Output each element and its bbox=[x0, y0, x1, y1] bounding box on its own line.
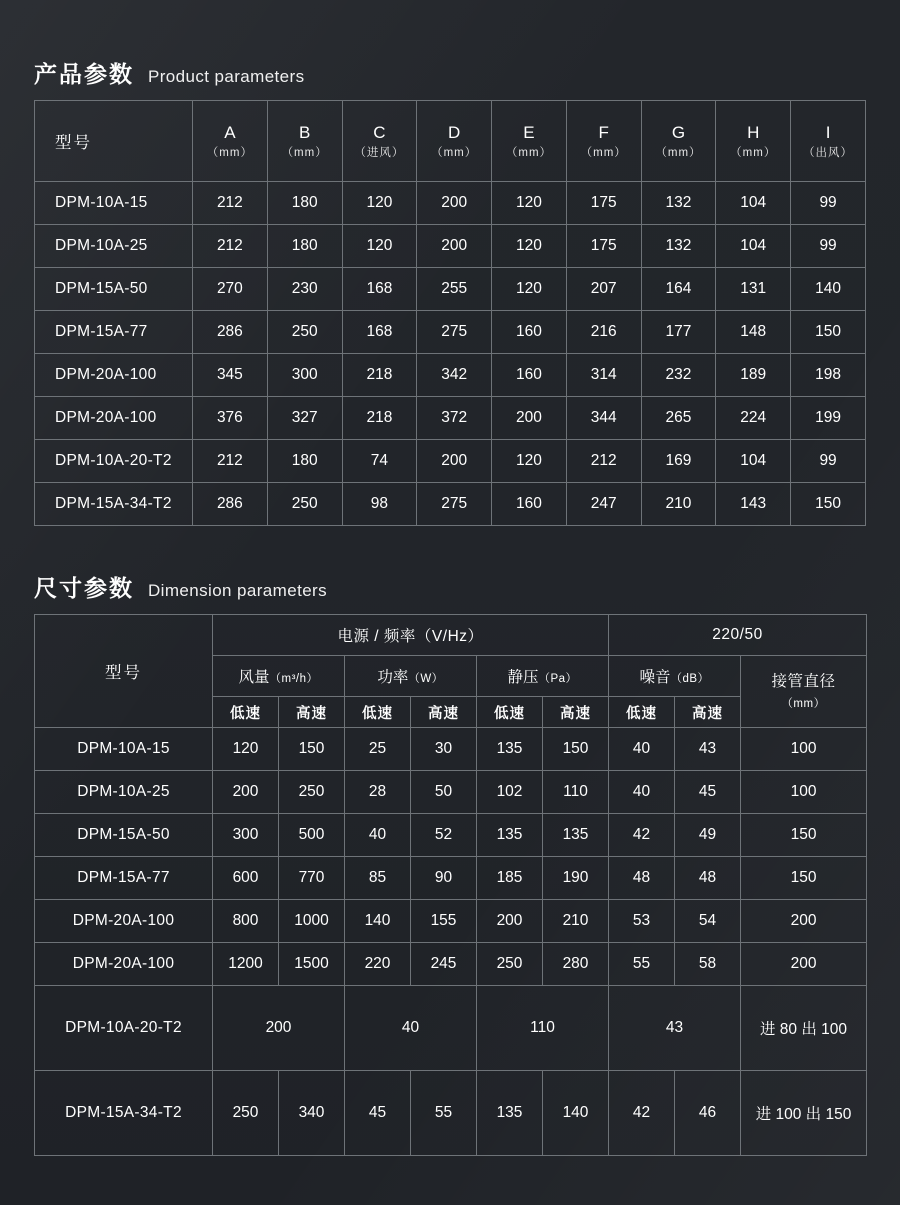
cell-power-low: 140 bbox=[345, 900, 411, 943]
header-unit-e: （mm） bbox=[505, 147, 553, 160]
product-parameters-heading-cn: 产品参数 bbox=[34, 61, 134, 87]
cell-model: DPM-20A-100 bbox=[35, 397, 193, 440]
cell-pressure-high: 210 bbox=[543, 900, 609, 943]
header-noise-low: 低速 bbox=[609, 697, 675, 728]
cell-c: 120 bbox=[342, 225, 417, 268]
cell-c: 218 bbox=[342, 354, 417, 397]
cell-d: 200 bbox=[417, 440, 492, 483]
cell-f: 175 bbox=[566, 182, 641, 225]
cell-c: 120 bbox=[342, 182, 417, 225]
header-unit-i: （出风） bbox=[803, 147, 854, 160]
header-cell-power-frequency: 电源 / 频率（V/Hz） bbox=[213, 615, 609, 656]
header-cell-static-pressure bbox=[477, 656, 609, 697]
header-letter-i: I bbox=[825, 122, 831, 142]
cell-power-low: 220 bbox=[345, 943, 411, 986]
header-unit-h: （mm） bbox=[730, 147, 777, 160]
cell-i: 99 bbox=[791, 440, 866, 483]
cell-a: 286 bbox=[193, 483, 268, 526]
cell-power-low: 40 bbox=[345, 814, 411, 857]
cell-f: 216 bbox=[566, 311, 641, 354]
header-cell-noise bbox=[609, 656, 741, 697]
cell-a: 212 bbox=[193, 440, 268, 483]
header-power-unit: （W） bbox=[408, 673, 444, 685]
cell-a: 345 bbox=[193, 354, 268, 397]
cell-i: 150 bbox=[791, 483, 866, 526]
cell-g: 132 bbox=[641, 225, 716, 268]
cell-airflow-high: 500 bbox=[279, 814, 345, 857]
cell-model: DPM-10A-15 bbox=[35, 728, 213, 771]
cell-model: DPM-10A-20-T2 bbox=[35, 440, 193, 483]
dimension-parameters-heading-en: Dimension parameters bbox=[148, 581, 328, 600]
cell-h: 143 bbox=[716, 483, 791, 526]
product-parameters-table bbox=[34, 100, 866, 526]
cell-airflow-high: 1000 bbox=[279, 900, 345, 943]
header-cell-c bbox=[342, 101, 417, 182]
cell-d: 275 bbox=[417, 483, 492, 526]
cell-noise-low: 48 bbox=[609, 857, 675, 900]
table-row bbox=[35, 943, 867, 986]
cell-noise-high: 54 bbox=[675, 900, 741, 943]
cell-c: 168 bbox=[342, 268, 417, 311]
cell-f: 344 bbox=[566, 397, 641, 440]
product-table-header bbox=[35, 101, 866, 182]
cell-h: 224 bbox=[716, 397, 791, 440]
table-row bbox=[35, 771, 867, 814]
cell-power-high: 155 bbox=[411, 900, 477, 943]
header-letter-c: C bbox=[373, 122, 386, 142]
header-letter-b: B bbox=[298, 122, 311, 142]
table-row bbox=[35, 900, 867, 943]
cell-airflow-high: 250 bbox=[279, 771, 345, 814]
cell-model: DPM-15A-77 bbox=[35, 857, 213, 900]
cell-b: 300 bbox=[267, 354, 342, 397]
header-pipe-label: 接管直径 bbox=[771, 672, 836, 690]
cell-model: DPM-20A-100 bbox=[35, 943, 213, 986]
table-row bbox=[35, 397, 866, 440]
cell-d: 275 bbox=[417, 311, 492, 354]
cell-model: DPM-10A-15 bbox=[35, 182, 193, 225]
cell-model: DPM-20A-100 bbox=[35, 900, 213, 943]
cell-model: DPM-15A-34-T2 bbox=[35, 483, 193, 526]
cell-e: 200 bbox=[492, 397, 567, 440]
cell-c: 168 bbox=[342, 311, 417, 354]
cell-model: DPM-15A-50 bbox=[35, 814, 213, 857]
cell-airflow-low: 200 bbox=[213, 771, 279, 814]
header-pressure-low: 低速 bbox=[477, 697, 543, 728]
cell-e: 120 bbox=[492, 225, 567, 268]
header-unit-a: （mm） bbox=[206, 147, 253, 160]
cell-model: DPM-15A-50 bbox=[35, 268, 193, 311]
header-unit-f: （mm） bbox=[580, 147, 627, 160]
cell-pipe: 150 bbox=[741, 814, 867, 857]
header-cell-model: 型号 bbox=[35, 615, 213, 728]
cell-airflow-low: 1200 bbox=[213, 943, 279, 986]
header-power-name: 功率 bbox=[377, 669, 409, 686]
table-header-row bbox=[35, 615, 867, 656]
cell-e: 160 bbox=[492, 311, 567, 354]
header-pressure-unit: （Pa） bbox=[538, 673, 578, 685]
table-row bbox=[35, 1071, 867, 1156]
table-header-row bbox=[35, 101, 866, 182]
cell-g: 132 bbox=[641, 182, 716, 225]
product-parameters-heading-en: Product parameters bbox=[148, 67, 305, 86]
header-cell-f bbox=[566, 101, 641, 182]
header-power-low: 低速 bbox=[345, 697, 411, 728]
cell-pressure-low: 185 bbox=[477, 857, 543, 900]
header-pipe-unit: （mm） bbox=[781, 697, 826, 710]
cell-noise-high: 46 bbox=[675, 1071, 741, 1156]
cell-pressure-low: 135 bbox=[477, 728, 543, 771]
header-letter-d: D bbox=[448, 122, 461, 142]
table-row bbox=[35, 311, 866, 354]
cell-h: 148 bbox=[716, 311, 791, 354]
cell-d: 200 bbox=[417, 182, 492, 225]
cell-f: 314 bbox=[566, 354, 641, 397]
table-row bbox=[35, 182, 866, 225]
cell-f: 207 bbox=[566, 268, 641, 311]
dimension-parameters-table bbox=[34, 614, 867, 1156]
cell-noise-low: 40 bbox=[609, 728, 675, 771]
cell-a: 376 bbox=[193, 397, 268, 440]
cell-d: 372 bbox=[417, 397, 492, 440]
cell-power-high: 90 bbox=[411, 857, 477, 900]
cell-i: 150 bbox=[791, 311, 866, 354]
cell-h: 131 bbox=[716, 268, 791, 311]
cell-pipe: 100 bbox=[741, 728, 867, 771]
header-unit-d: （mm） bbox=[431, 147, 478, 160]
header-cell-a bbox=[193, 101, 268, 182]
cell-airflow-low: 800 bbox=[213, 900, 279, 943]
table-row bbox=[35, 440, 866, 483]
cell-power-high: 50 bbox=[411, 771, 477, 814]
cell-i: 199 bbox=[791, 397, 866, 440]
header-noise-unit: （dB） bbox=[670, 673, 710, 685]
cell-model: DPM-10A-25 bbox=[35, 771, 213, 814]
product-parameters-heading bbox=[34, 56, 305, 89]
cell-noise-low: 42 bbox=[609, 1071, 675, 1156]
cell-d: 342 bbox=[417, 354, 492, 397]
cell-airflow-high: 770 bbox=[279, 857, 345, 900]
cell-b: 250 bbox=[267, 483, 342, 526]
cell-airflow: 200 bbox=[213, 986, 345, 1071]
cell-g: 210 bbox=[641, 483, 716, 526]
cell-h: 104 bbox=[716, 225, 791, 268]
header-pressure-name: 静压 bbox=[507, 669, 539, 686]
table-row bbox=[35, 986, 867, 1071]
dimension-parameters-heading-cn: 尺寸参数 bbox=[34, 575, 134, 601]
cell-power-high: 55 bbox=[411, 1071, 477, 1156]
header-letter-e: E bbox=[523, 122, 535, 142]
header-unit-b: （mm） bbox=[281, 147, 328, 160]
cell-airflow-low: 250 bbox=[213, 1071, 279, 1156]
cell-f: 212 bbox=[566, 440, 641, 483]
cell-airflow-low: 300 bbox=[213, 814, 279, 857]
header-cell-voltage-value: 220/50 bbox=[609, 615, 867, 656]
cell-i: 99 bbox=[791, 225, 866, 268]
header-cell-i bbox=[791, 101, 866, 182]
cell-i: 99 bbox=[791, 182, 866, 225]
cell-g: 164 bbox=[641, 268, 716, 311]
cell-b: 180 bbox=[267, 440, 342, 483]
dimension-table-body bbox=[35, 728, 867, 1156]
cell-a: 212 bbox=[193, 182, 268, 225]
dimension-parameters-heading bbox=[34, 570, 327, 603]
cell-pipe: 200 bbox=[741, 943, 867, 986]
cell-pressure-high: 190 bbox=[543, 857, 609, 900]
cell-b: 180 bbox=[267, 225, 342, 268]
cell-pressure-low: 135 bbox=[477, 1071, 543, 1156]
table-row bbox=[35, 268, 866, 311]
cell-model: DPM-15A-34-T2 bbox=[35, 1071, 213, 1156]
cell-h: 104 bbox=[716, 182, 791, 225]
header-letter-h: H bbox=[747, 122, 760, 142]
header-pressure-high: 高速 bbox=[543, 697, 609, 728]
cell-pipe: 100 bbox=[741, 771, 867, 814]
cell-f: 175 bbox=[566, 225, 641, 268]
cell-noise-high: 58 bbox=[675, 943, 741, 986]
cell-power-high: 30 bbox=[411, 728, 477, 771]
cell-e: 160 bbox=[492, 354, 567, 397]
cell-power-low: 85 bbox=[345, 857, 411, 900]
cell-pressure-high: 135 bbox=[543, 814, 609, 857]
header-airflow-low: 低速 bbox=[213, 697, 279, 728]
header-airflow-name: 风量 bbox=[238, 669, 270, 686]
header-cell-g bbox=[641, 101, 716, 182]
cell-b: 180 bbox=[267, 182, 342, 225]
product-table-body bbox=[35, 182, 866, 526]
cell-pressure-low: 250 bbox=[477, 943, 543, 986]
cell-b: 250 bbox=[267, 311, 342, 354]
header-noise-high: 高速 bbox=[675, 697, 741, 728]
header-unit-g: （mm） bbox=[655, 147, 702, 160]
cell-pressure-high: 150 bbox=[543, 728, 609, 771]
cell-e: 120 bbox=[492, 268, 567, 311]
cell-model: DPM-20A-100 bbox=[35, 354, 193, 397]
cell-noise-high: 48 bbox=[675, 857, 741, 900]
cell-airflow-high: 340 bbox=[279, 1071, 345, 1156]
cell-pressure-low: 200 bbox=[477, 900, 543, 943]
cell-c: 218 bbox=[342, 397, 417, 440]
cell-airflow-high: 150 bbox=[279, 728, 345, 771]
cell-g: 177 bbox=[641, 311, 716, 354]
header-cell-pipe-diameter bbox=[741, 656, 867, 728]
cell-power-high: 52 bbox=[411, 814, 477, 857]
cell-noise-low: 53 bbox=[609, 900, 675, 943]
cell-airflow-low: 120 bbox=[213, 728, 279, 771]
header-cell-e bbox=[492, 101, 567, 182]
cell-airflow-high: 1500 bbox=[279, 943, 345, 986]
cell-h: 104 bbox=[716, 440, 791, 483]
cell-a: 286 bbox=[193, 311, 268, 354]
cell-g: 169 bbox=[641, 440, 716, 483]
header-cell-airflow bbox=[213, 656, 345, 697]
cell-power-low: 28 bbox=[345, 771, 411, 814]
cell-noise: 43 bbox=[609, 986, 741, 1071]
header-cell-d bbox=[417, 101, 492, 182]
table-row bbox=[35, 354, 866, 397]
cell-f: 247 bbox=[566, 483, 641, 526]
cell-d: 255 bbox=[417, 268, 492, 311]
cell-c: 98 bbox=[342, 483, 417, 526]
header-letter-f: F bbox=[598, 122, 609, 142]
header-airflow-unit: （m³/h） bbox=[269, 673, 319, 685]
header-airflow-high: 高速 bbox=[279, 697, 345, 728]
cell-noise-high: 49 bbox=[675, 814, 741, 857]
cell-model: DPM-10A-20-T2 bbox=[35, 986, 213, 1071]
table-row bbox=[35, 225, 866, 268]
header-letter-g: G bbox=[671, 122, 686, 142]
cell-pressure-low: 135 bbox=[477, 814, 543, 857]
cell-h: 189 bbox=[716, 354, 791, 397]
cell-i: 198 bbox=[791, 354, 866, 397]
cell-pressure-low: 102 bbox=[477, 771, 543, 814]
table-row bbox=[35, 483, 866, 526]
header-cell-power bbox=[345, 656, 477, 697]
cell-pipe: 进 80 出 100 bbox=[741, 986, 867, 1071]
cell-d: 200 bbox=[417, 225, 492, 268]
cell-a: 270 bbox=[193, 268, 268, 311]
header-cell-h bbox=[716, 101, 791, 182]
cell-a: 212 bbox=[193, 225, 268, 268]
cell-b: 327 bbox=[267, 397, 342, 440]
cell-noise-low: 55 bbox=[609, 943, 675, 986]
cell-model: DPM-15A-77 bbox=[35, 311, 193, 354]
table-row bbox=[35, 728, 867, 771]
cell-noise-high: 45 bbox=[675, 771, 741, 814]
cell-power-high: 245 bbox=[411, 943, 477, 986]
cell-g: 265 bbox=[641, 397, 716, 440]
cell-b: 230 bbox=[267, 268, 342, 311]
cell-pipe: 150 bbox=[741, 857, 867, 900]
cell-power-low: 25 bbox=[345, 728, 411, 771]
cell-g: 232 bbox=[641, 354, 716, 397]
cell-i: 140 bbox=[791, 268, 866, 311]
cell-e: 160 bbox=[492, 483, 567, 526]
cell-pressure-high: 110 bbox=[543, 771, 609, 814]
header-noise-name: 噪音 bbox=[639, 669, 671, 686]
cell-noise-low: 42 bbox=[609, 814, 675, 857]
cell-pressure-high: 140 bbox=[543, 1071, 609, 1156]
table-row bbox=[35, 857, 867, 900]
cell-airflow-low: 600 bbox=[213, 857, 279, 900]
cell-model: DPM-10A-25 bbox=[35, 225, 193, 268]
cell-e: 120 bbox=[492, 440, 567, 483]
cell-power-low: 45 bbox=[345, 1071, 411, 1156]
cell-pipe: 进 100 出 150 bbox=[741, 1071, 867, 1156]
cell-noise-high: 43 bbox=[675, 728, 741, 771]
cell-power: 40 bbox=[345, 986, 477, 1071]
cell-e: 120 bbox=[492, 182, 567, 225]
cell-pipe: 200 bbox=[741, 900, 867, 943]
header-power-high: 高速 bbox=[411, 697, 477, 728]
header-letter-a: A bbox=[224, 122, 236, 142]
header-cell-b bbox=[267, 101, 342, 182]
cell-noise-low: 40 bbox=[609, 771, 675, 814]
cell-c: 74 bbox=[342, 440, 417, 483]
table-row bbox=[35, 814, 867, 857]
cell-pressure-high: 280 bbox=[543, 943, 609, 986]
cell-pressure: 110 bbox=[477, 986, 609, 1071]
dimension-table-header bbox=[35, 615, 867, 728]
header-unit-c: （进风） bbox=[354, 147, 405, 160]
header-cell-model: 型号 bbox=[35, 101, 193, 182]
